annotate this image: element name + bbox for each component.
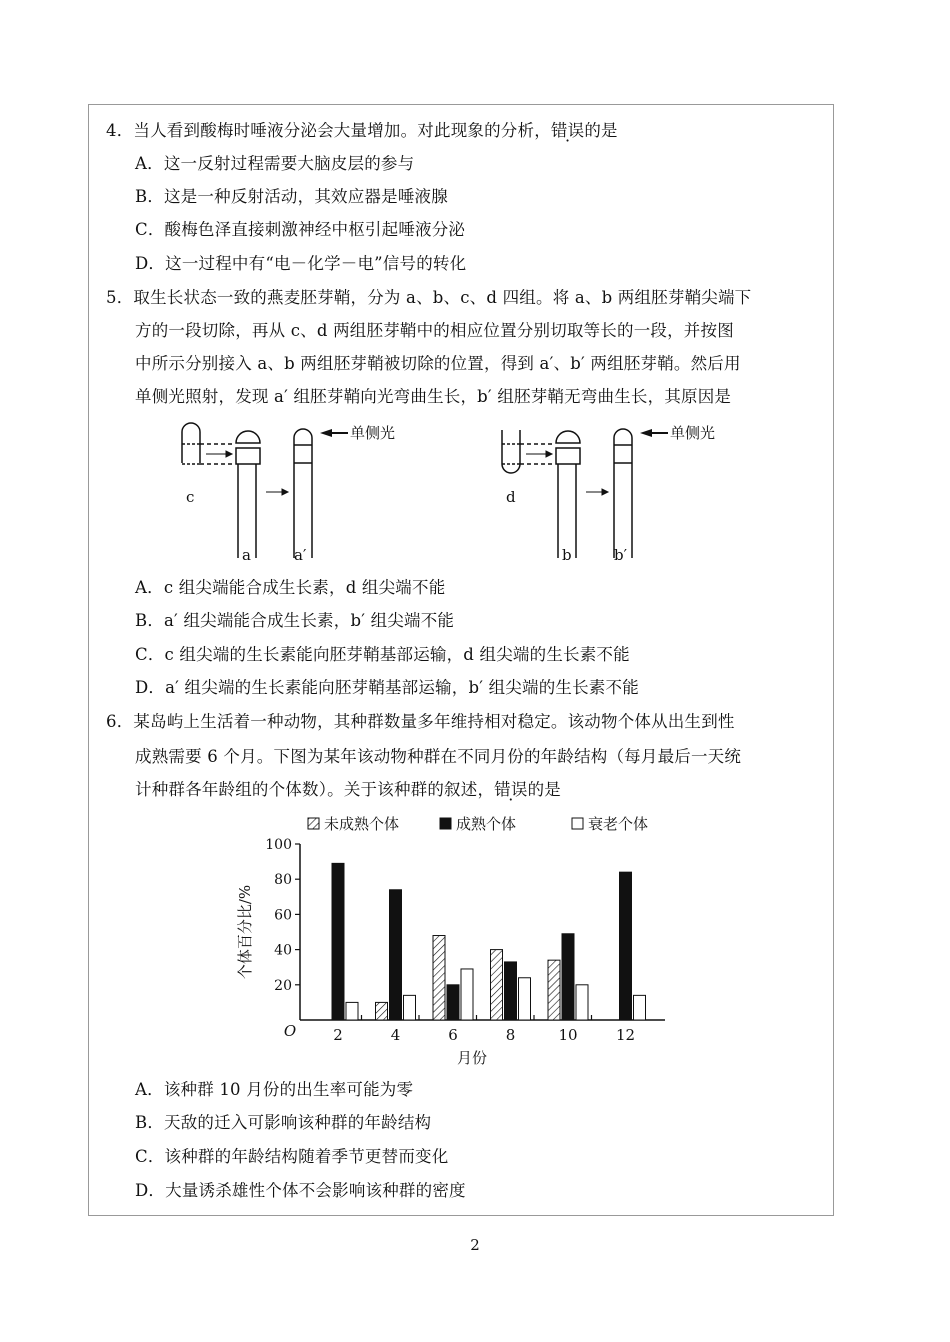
label-d: d <box>506 488 516 506</box>
q4-stem: 4．当人看到酸梅时唾液分泌会大量增加。对此现象的分析，错误的是 <box>106 121 618 140</box>
bar-0-8 <box>491 950 503 1020</box>
label-a-prime: a′ <box>294 546 307 564</box>
label-b-prime: b′ <box>614 546 628 564</box>
y-tick-label: 40 <box>274 942 292 959</box>
q6-stem-line3: 计种群各年龄组的个体数）。关于该种群的叙述，错误的是 <box>135 780 561 799</box>
bar-1-12 <box>620 872 632 1020</box>
chart-bars <box>332 863 646 1020</box>
q5-stem-line1: 5．取生长状态一致的燕麦胚芽鞘，分为 a、b、c、d 四组。将 a、b 两组胚芽鞘尖端下 <box>106 288 752 307</box>
legend-label-2: 衰老个体 <box>588 815 649 833</box>
result-arrow-a <box>266 489 288 495</box>
q6-emphasis: 错误 <box>494 780 528 799</box>
legend-label-0: 未成熟个体 <box>324 815 400 833</box>
bar-2-2 <box>346 1002 358 1020</box>
q6-option-d: D．大量诱杀雄性个体不会影响该种群的密度 <box>135 1181 466 1200</box>
q5-stem-line4: 单侧光照射，发现 a′ 组胚芽鞘向光弯曲生长，b′ 组胚芽鞘无弯曲生长，其原因是 <box>135 387 732 406</box>
legend-label-1: 成熟个体 <box>456 815 517 833</box>
bar-1-10 <box>562 934 574 1020</box>
light-arrow-right <box>640 429 668 437</box>
x-tick-label: 12 <box>615 1026 636 1044</box>
q6-option-c: C．该种群的年龄结构随着季节更替而变化 <box>135 1147 449 1166</box>
q5-option-b: B．a′ 组尖端能合成生长素，b′ 组尖端不能 <box>135 611 455 630</box>
bar-2-8 <box>519 978 531 1020</box>
light-arrow-left <box>320 429 348 437</box>
q6-stem-line1: 6．某岛屿上生活着一种动物，其种群数量多年维持相对稳定。该动物个体从出生到性 <box>106 712 735 731</box>
q6-option-a: A．该种群 10 月份的出生率可能为零 <box>135 1080 414 1099</box>
coleoptile-diagram <box>170 418 750 568</box>
coleoptile-b <box>558 464 576 558</box>
chart-axes <box>236 837 665 1067</box>
q5-option-c: C．c 组尖端的生长素能向胚芽鞘基部运输，d 组尖端的生长素不能 <box>135 645 630 664</box>
coleoptile-d <box>502 430 520 473</box>
x-tick-label: 4 <box>390 1026 401 1044</box>
page-number: 2 <box>470 1236 480 1254</box>
origin-label: O <box>283 1022 297 1040</box>
q6-stem-line2: 成熟需要 6 个月。下图为某年该动物种群在不同月份的年龄结构（每月最后一天统 <box>135 747 742 766</box>
y-tick-label: 80 <box>274 872 292 889</box>
bar-2-10 <box>576 985 588 1020</box>
q4-option-c: C．酸梅色泽直接刺激神经中枢引起唾液分泌 <box>135 220 466 239</box>
x-axis-label: 月份 <box>456 1049 488 1067</box>
q5-option-d: D．a′ 组尖端的生长素能向胚芽鞘基部运输，b′ 组尖端的生长素不能 <box>135 678 639 697</box>
result-arrow-b <box>586 489 608 495</box>
bar-2-12 <box>634 995 646 1020</box>
q5-stem-line3: 中所示分别接入 a、b 两组胚芽鞘被切除的位置，得到 a′、b′ 两组胚芽鞘。然后用 <box>135 354 741 373</box>
bar-0-10 <box>548 960 560 1020</box>
y-tick-label: 100 <box>265 837 292 853</box>
x-tick-label: 10 <box>558 1026 578 1044</box>
coleoptile-a <box>238 464 256 558</box>
legend-swatch-0 <box>308 818 319 829</box>
age-structure-chart <box>220 808 670 1073</box>
label-c: c <box>186 488 195 506</box>
tip-cap-a <box>236 431 260 443</box>
x-tick-label: 8 <box>505 1026 516 1044</box>
bar-1-2 <box>332 863 344 1020</box>
q6-option-b: B．天敌的迁入可影响该种群的年龄结构 <box>135 1113 432 1132</box>
bar-0-4 <box>376 1002 388 1020</box>
light-label-right: 单侧光 <box>670 424 716 442</box>
y-tick-label: 20 <box>274 977 292 994</box>
label-b: b <box>562 546 572 564</box>
bar-2-6 <box>461 969 473 1020</box>
legend-swatch-2 <box>572 818 583 829</box>
coleoptile-a-prime <box>294 429 312 558</box>
insert-arrow-c <box>206 451 232 457</box>
bar-1-6 <box>447 985 459 1020</box>
bar-1-4 <box>390 890 402 1020</box>
label-a: a <box>242 546 251 564</box>
bar-2-4 <box>404 995 416 1020</box>
light-label-left: 单侧光 <box>350 424 396 442</box>
q5-option-a: A．c 组尖端能合成生长素，d 组尖端不能 <box>135 578 446 597</box>
legend-swatch-1 <box>440 818 451 829</box>
coleoptile-c <box>182 423 200 463</box>
y-axis-label: 个体百分比/% <box>236 884 254 980</box>
q4-option-a: A．这一反射过程需要大脑皮层的参与 <box>135 154 415 173</box>
q4-option-b: B．这是一种反射活动，其效应器是唾液腺 <box>135 187 448 206</box>
tip-cap-b <box>556 431 580 443</box>
bar-1-8 <box>505 962 517 1020</box>
chart-legend <box>308 815 648 833</box>
x-tick-label: 6 <box>448 1026 458 1044</box>
coleoptile-b-prime <box>614 429 632 558</box>
insert-arrow-d <box>526 451 552 457</box>
x-tick-label: 2 <box>333 1026 343 1044</box>
bar-0-6 <box>433 936 445 1020</box>
q4-option-d: D．这一过程中有“电－化学－电”信号的转化 <box>135 254 467 273</box>
q4-emphasis: 错误 <box>550 121 585 140</box>
q5-stem-line2: 方的一段切除，再从 c、d 两组胚芽鞘中的相应位置分别切取等长的一段，并按图 <box>135 321 734 340</box>
y-tick-label: 60 <box>274 907 292 924</box>
